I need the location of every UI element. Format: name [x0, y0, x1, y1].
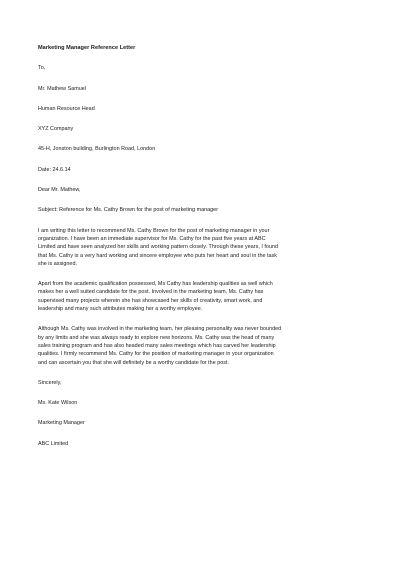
paragraph-line: Limited and have seen analyzed her skills and working pattern closely. Through these years, I found: [38, 244, 279, 251]
paragraph-line: leadership and many such attributes making her a worthy employee.: [38, 306, 203, 313]
paragraph-line: by any limits and she was always ready to explore new horizons. Ms. Cathy was the head of many: [38, 334, 275, 341]
to-line: To,: [38, 65, 46, 72]
signer-title: Marketing Manager: [38, 420, 85, 427]
closing: Sincerely,: [38, 379, 62, 386]
paragraph-line: and can ascertain you that she will definitely be a worthy candidate for the post.: [38, 359, 230, 366]
paragraph-line: Apart from the academic qualification possessed, Ms Cathy has leadership qualities as well which: [38, 281, 273, 288]
paragraph-recommendation: [38, 227, 374, 268]
paragraph-line: supervised many projects wherein she has showcased her skills of creativity, smart work, and: [38, 297, 263, 304]
recipient-address: 45-H, Jonston building, Burlington Road, London: [38, 146, 156, 153]
paragraph-line: that Ms. Cathy is a very hard working and sincere employee who puts her heart and soul in the task: [38, 252, 277, 259]
signer-name: Ms. Kate Wilson: [38, 400, 78, 407]
recipient-name: Mr. Mathew Samuel: [38, 85, 86, 92]
recipient-company: XYZ Company: [38, 126, 74, 133]
paragraph-line: qualities. I firmly recommend Ms. Cathy for the position of marketing manager in your organization: [38, 351, 274, 358]
letter-date: Date: 24.6.14: [38, 166, 71, 173]
subject-line: Subject: Reference for Ms. Cathy Brown for the post of marketing manager: [38, 207, 219, 214]
recipient-title: Human Resource Head: [38, 105, 95, 112]
letter-body: [38, 44, 374, 460]
paragraph-qualifications: [38, 280, 374, 313]
paragraph-line: I am writing this letter to recommend Ms. Cathy Brown for the post of marketing manager in your: [38, 227, 270, 234]
paragraph-line: makes her a well suited candidate for the post. Involved in the marketing team, Ms. Cathy has: [38, 289, 264, 296]
paragraph-line: she is assigned.: [38, 260, 77, 267]
salutation: Dear Mr. Mathew,: [38, 187, 81, 194]
paragraph-line: sales training program and has also headed many sales meetings which has carved her leadership: [38, 342, 276, 349]
letter-title: Marketing Manager Reference Letter: [38, 45, 136, 51]
paragraph-personality: [38, 325, 374, 366]
paragraph-line: organization. I have been an immediate supervisor for Ms. Cathy for the past five years at ABC: [38, 235, 266, 242]
signer-company: ABC Limited: [38, 440, 69, 447]
paragraph-line: Although Ms. Cathy was involved in the marketing team, her pleasing personality was never bounded: [38, 326, 282, 333]
